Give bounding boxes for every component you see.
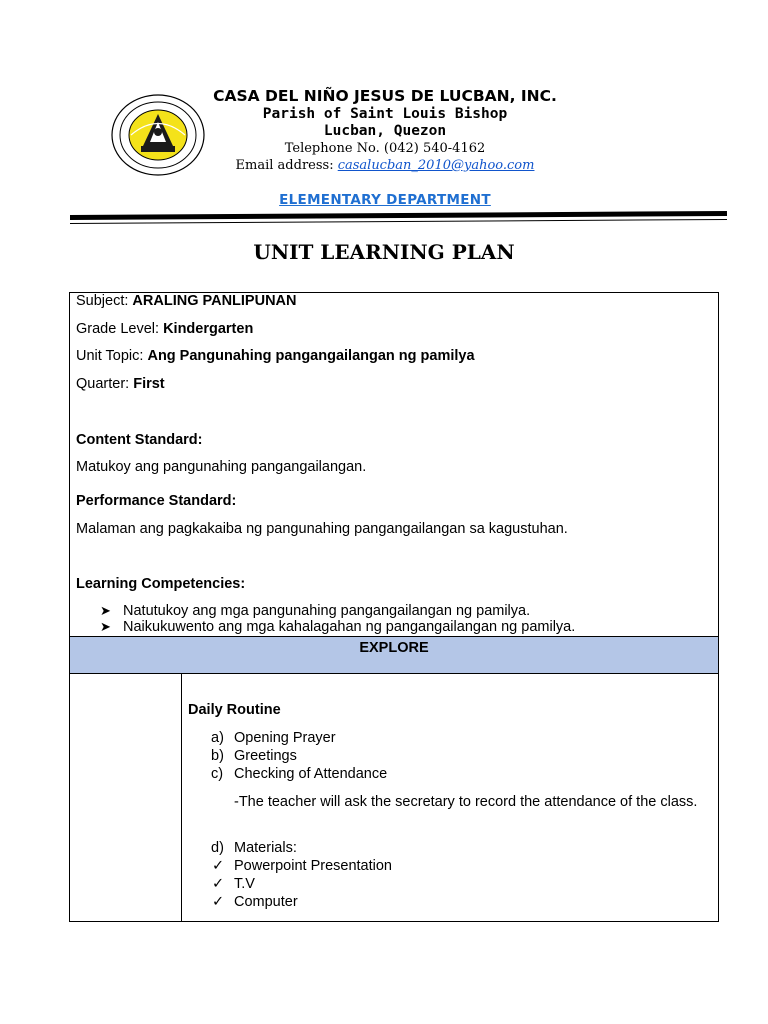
topic-label: Unit Topic: bbox=[76, 348, 148, 364]
topic-row bbox=[76, 348, 475, 364]
material-item: T.V bbox=[234, 876, 255, 892]
subject-row bbox=[76, 293, 296, 309]
arrow-bullet-icon: ➤ bbox=[100, 603, 111, 618]
topic-value: Ang Pangunahing pangangailangan ng pamilya bbox=[147, 348, 475, 364]
checkmark-icon: ✓ bbox=[212, 858, 225, 874]
header-rule-thin bbox=[70, 219, 727, 224]
step-marker: a) bbox=[211, 730, 224, 746]
grade-row bbox=[76, 321, 253, 337]
grade-value: Kindergarten bbox=[163, 321, 254, 337]
quarter-row bbox=[76, 376, 165, 392]
email-label: Email address: bbox=[235, 158, 338, 173]
material-item: Computer bbox=[234, 894, 298, 910]
attendance-note: -The teacher will ask the secretary to record the attendance of the class. bbox=[234, 794, 698, 810]
grade-label: Grade Level: bbox=[76, 321, 164, 337]
step-text: Greetings bbox=[234, 748, 297, 764]
competency-item: Natutukoy ang mga pangunahing pangangailangan ng pamilya. bbox=[123, 603, 531, 619]
quarter-label: Quarter: bbox=[76, 376, 134, 392]
telephone: Telephone No. (042) 540-4162 bbox=[284, 141, 486, 156]
parish-name: Parish of Saint Louis Bishop bbox=[262, 106, 508, 122]
materials-marker: d) bbox=[211, 840, 224, 856]
daily-routine-heading: Daily Routine bbox=[188, 702, 281, 718]
town-name: Lucban, Quezon bbox=[323, 123, 447, 139]
competencies-heading: Learning Competencies: bbox=[76, 576, 246, 592]
materials-label: Materials: bbox=[234, 840, 297, 856]
subject-value: ARALING PANLIPUNAN bbox=[132, 293, 297, 309]
content-standard-text: Matukoy ang pangunahing pangangailangan. bbox=[76, 459, 367, 475]
department-link[interactable]: ELEMENTARY DEPARTMENT bbox=[279, 192, 491, 208]
material-item: Powerpoint Presentation bbox=[234, 858, 392, 874]
performance-standard-text: Malaman ang pagkakaiba ng pangunahing pangangailangan sa kagustuhan. bbox=[76, 521, 568, 537]
step-text: Checking of Attendance bbox=[234, 766, 388, 782]
step-marker: c) bbox=[211, 766, 224, 782]
quarter-value: First bbox=[133, 376, 165, 392]
page-title: UNIT LEARNING PLAN bbox=[253, 240, 515, 264]
step-marker: b) bbox=[211, 748, 224, 764]
email-link[interactable]: casalucban_2010@yahoo.com bbox=[337, 158, 535, 173]
content-standard-heading: Content Standard: bbox=[76, 432, 203, 448]
column-divider bbox=[181, 674, 182, 921]
checkmark-icon: ✓ bbox=[212, 894, 225, 910]
explore-heading: EXPLORE bbox=[359, 640, 429, 656]
competency-item: Naikukuwento ang mga kahalagahan ng pangangailangan ng pamilya. bbox=[123, 619, 576, 635]
subject-label: Subject: bbox=[76, 293, 133, 309]
checkmark-icon: ✓ bbox=[212, 876, 225, 892]
step-text: Opening Prayer bbox=[234, 730, 336, 746]
performance-standard-heading: Performance Standard: bbox=[76, 493, 237, 509]
email-line bbox=[140, 158, 630, 173]
arrow-bullet-icon: ➤ bbox=[100, 619, 111, 634]
school-name: CASA DEL NIÑO JESUS DE LUCBAN, INC. bbox=[213, 87, 557, 105]
